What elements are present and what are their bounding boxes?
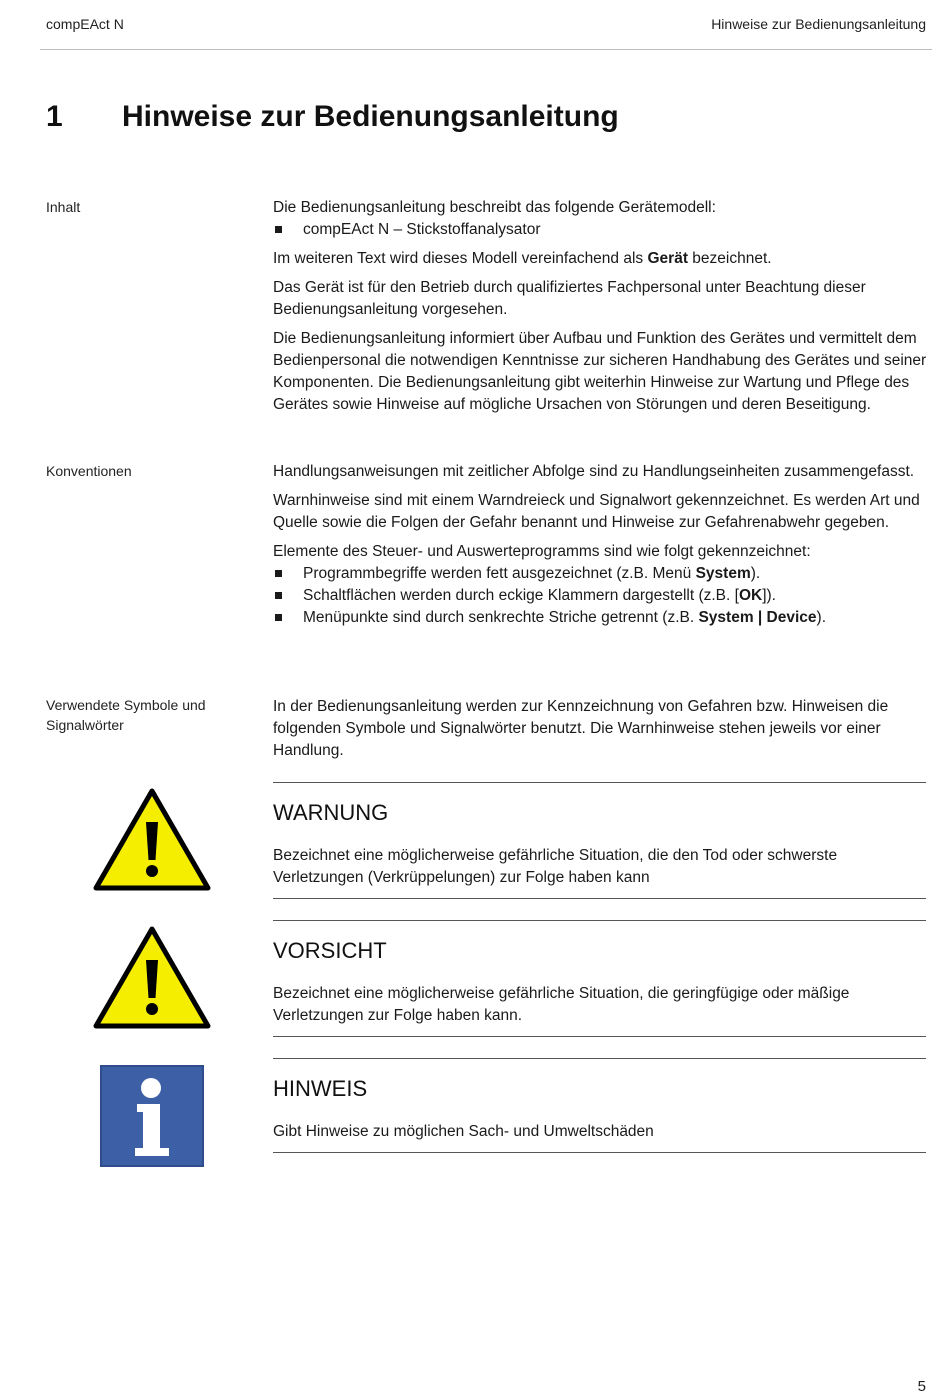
side-label-symbole: Verwendete Symbole und Signalwörter <box>46 697 206 733</box>
signal-word-warnung: WARNUNG <box>273 800 389 825</box>
bullet-list <box>273 563 928 629</box>
page-number: 5 <box>917 1378 926 1395</box>
text-run: ). <box>816 609 827 626</box>
bullet-list <box>273 219 928 241</box>
signal-text-vorsicht: Bezeichnet eine möglicherweise gefährliche Situation, die geringfügige oder mäßige Verletzungen zur Folge haben kann. <box>273 985 850 1024</box>
signal-rule-bottom <box>273 1036 926 1037</box>
list-item <box>273 563 928 585</box>
signal-rule-top <box>273 782 926 783</box>
section-inhalt <box>273 197 928 423</box>
text-run: ). <box>750 565 761 582</box>
paragraph: Die Bedienungsanleitung beschreibt das folgende Gerätemodell: <box>273 199 716 216</box>
paragraph: Handlungsanweisungen mit zeitlicher Abfolge sind zu Handlungseinheiten zusammengefasst. <box>273 463 915 480</box>
bold-term: Gerät <box>647 250 688 267</box>
text-run: Programmbegriffe werden fett ausgezeichnet (z.B. Menü <box>303 565 696 582</box>
signal-rule-top <box>273 1058 926 1059</box>
list-item: compEAct N – Stickstoffanalysator <box>273 219 928 241</box>
signal-rule-bottom <box>273 1152 926 1153</box>
text-run: bezeichnet. <box>687 250 772 267</box>
paragraph: In der Bedienungsanleitung werden zur Kennzeichnung von Gefahren bzw. Hinweisen die folgenden Symbole und Signalwörter benutzt. Die Warnhinweise stehen jeweils vor einer Handlung. <box>273 698 889 759</box>
chapter-heading <box>46 100 619 134</box>
text-run: Menüpunkte sind durch senkrechte Striche getrennt (z.B. <box>303 609 699 626</box>
list-item <box>273 585 928 607</box>
signal-text-warnung: Bezeichnet eine möglicherweise gefährliche Situation, die den Tod oder schwerste Verletzungen (Verkrüppelungen) zur Folge haben kann <box>273 847 838 886</box>
signal-word-hinweis: HINWEIS <box>273 1076 368 1101</box>
paragraph: Das Gerät ist für den Betrieb durch qualifiziertes Fachpersonal unter Beachtung dieser Bedienungsanleitung vorgesehen. <box>273 279 866 318</box>
bold-term: System | Device <box>698 609 817 626</box>
info-icon <box>99 1064 205 1168</box>
paragraph: Die Bedienungsanleitung informiert über Aufbau und Funktion des Gerätes und vermittelt dem Bedienpersonal die notwendigen Kenntnisse zur sicheren Handhabung des Gerätes und seiner Komponenten. Die Bedienungsanleitung gibt weiterhin Hinweise zur Wartung und Pflege des Gerätes sowie Hinweise auf mögliche Ursachen von Störungen und deren Beseitigung. <box>273 330 927 413</box>
text-run: Schaltflächen werden durch eckige Klammern dargestellt (z.B. [ <box>303 587 739 604</box>
chapter-number: 1 <box>46 100 63 133</box>
signal-rule-bottom <box>273 898 926 899</box>
paragraph <box>273 248 928 270</box>
signal-word-vorsicht: VORSICHT <box>273 938 387 963</box>
list-item <box>273 607 928 629</box>
warning-triangle-icon <box>93 926 211 1030</box>
side-label-inhalt: Inhalt <box>46 199 81 215</box>
bold-term: OK <box>738 587 763 604</box>
signal-rule-top <box>273 920 926 921</box>
text-run: Im weiteren Text wird dieses Modell vereinfachend als <box>273 250 648 267</box>
paragraph: Elemente des Steuer- und Auswerteprogramms sind wie folgt gekennzeichnet: <box>273 543 811 560</box>
paragraph: Warnhinweise sind mit einem Warndreieck und Signalwort gekennzeichnet. Es werden Art und Quelle sowie die Folgen der Gefahr benannt und Hinweise zur Gefahrenabwehr gegeben. <box>273 492 920 531</box>
warning-triangle-icon <box>93 788 211 892</box>
running-header-right: Hinweise zur Bedienungsanleitung <box>711 16 926 32</box>
bold-term: System <box>695 565 751 582</box>
section-konventionen <box>273 461 928 636</box>
running-header-left: compEAct N <box>46 16 124 32</box>
section-symbole <box>273 696 928 769</box>
text-run: ]). <box>762 587 776 604</box>
side-label-konventionen: Konventionen <box>46 463 132 479</box>
header-divider <box>40 49 932 50</box>
signal-text-hinweis: Gibt Hinweise zu möglichen Sach- und Umweltschäden <box>273 1123 654 1140</box>
chapter-title: Hinweise zur Bedienungsanleitung <box>122 100 619 133</box>
